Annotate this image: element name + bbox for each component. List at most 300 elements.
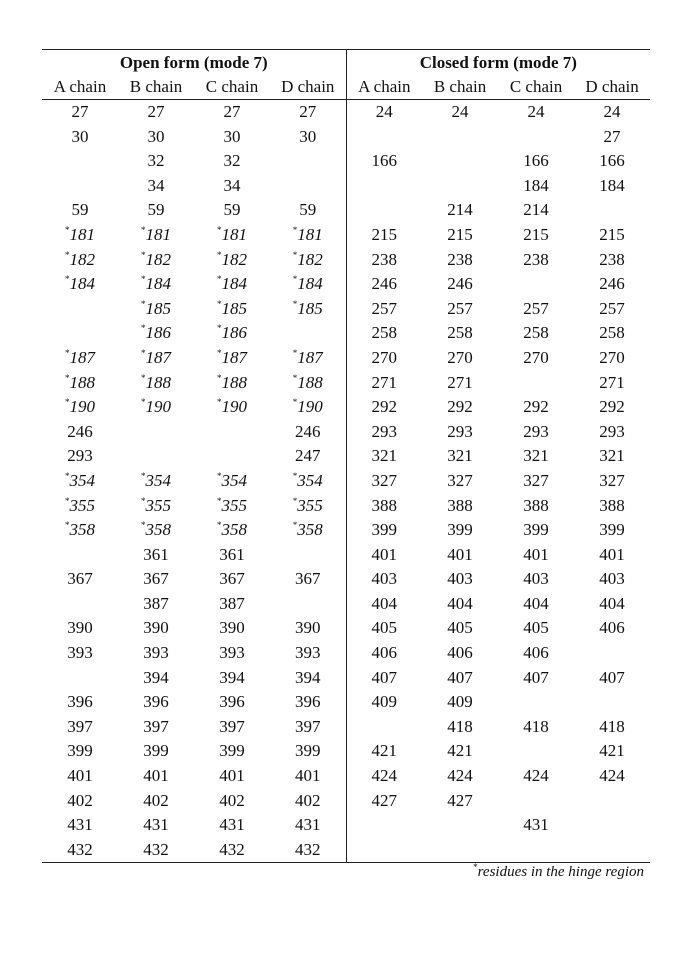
residue-cell (574, 813, 650, 838)
residue-number: 190 (145, 397, 171, 417)
hinge-marker: * (292, 520, 298, 531)
residue-cell: 292 (523, 397, 549, 417)
residue-cell (270, 543, 346, 568)
residue-cell: 397 (295, 716, 321, 736)
residue-cell: 418 (523, 716, 549, 736)
residue-cell: 432 (295, 839, 321, 859)
residue-cell: 424 (523, 766, 549, 786)
residue-cell: 238 (346, 248, 422, 273)
hinge-marker: * (217, 495, 222, 506)
residue-cell (118, 469, 194, 494)
hinge-marker: * (217, 470, 222, 481)
residue-cell: 399 (295, 741, 321, 761)
hinge-marker: * (292, 470, 298, 481)
residue-cell: 246 (599, 274, 625, 294)
residue-cell: 215 (523, 224, 549, 244)
residue-cell (346, 715, 422, 740)
residue-cell: 166 (346, 149, 422, 174)
residue-cell (346, 125, 422, 150)
residue-number: 185 (221, 298, 247, 318)
hinge-marker: * (65, 470, 70, 481)
residue-number: 186 (145, 323, 171, 343)
hinge-marker: * (65, 347, 70, 358)
residue-number: 190 (297, 397, 323, 417)
residue-number: 190 (69, 397, 95, 417)
residue-cell: 321 (523, 446, 549, 466)
residue-cell: 388 (599, 495, 625, 515)
residue-cell: 247 (295, 446, 321, 466)
residue-cell: 27 (223, 102, 241, 121)
residue-cell: 390 (143, 618, 169, 638)
residue-cell: 393 (67, 643, 93, 663)
residue-cell: 293 (599, 421, 625, 441)
residue-cell: 427 (447, 790, 473, 810)
residue-number: 184 (69, 274, 95, 294)
residue-cell (498, 272, 574, 297)
residue-cell: 388 (346, 494, 422, 519)
residue-cell: 431 (67, 815, 93, 835)
table-row (42, 838, 650, 863)
residue-cell: 257 (523, 298, 549, 318)
residue-number: 184 (221, 274, 247, 294)
residue-number: 184 (297, 274, 323, 294)
residue-cell (270, 149, 346, 174)
residue-cell: 399 (447, 520, 473, 540)
residue-cell: 367 (219, 569, 245, 589)
residue-cell: 404 (447, 593, 473, 613)
residue-cell: 387 (143, 593, 169, 613)
residue-cell (42, 543, 118, 568)
closed-b-chain-header: B chain (433, 77, 487, 96)
residue-cell (118, 272, 194, 297)
residue-cell (346, 838, 422, 863)
residue-cell: 388 (523, 495, 549, 515)
residue-cell (270, 297, 346, 322)
open-a-chain-header: A chain (53, 77, 107, 96)
residue-cell: 30 (299, 126, 317, 146)
hinge-marker: * (141, 298, 146, 309)
table-body (42, 100, 650, 863)
residue-cell (574, 838, 650, 863)
residue-cell (270, 223, 346, 248)
residue-cell: 399 (67, 741, 93, 761)
residue-cell: 215 (447, 224, 473, 244)
residue-cell: 396 (143, 692, 169, 712)
residue-cell (498, 371, 574, 396)
residue-cell (270, 272, 346, 297)
residue-number: 182 (297, 249, 323, 269)
residue-cell (194, 444, 270, 469)
residue-cell: 30 (147, 126, 165, 146)
residue-cell: 270 (447, 347, 473, 367)
residue-cell (574, 641, 650, 666)
hinge-marker: * (217, 224, 222, 235)
residue-number: 358 (221, 520, 247, 540)
residue-cell: 393 (219, 643, 245, 663)
residue-number: 188 (69, 372, 95, 392)
residue-number: 358 (145, 520, 171, 540)
residue-number: 355 (297, 495, 323, 515)
table-row (42, 518, 650, 543)
residue-cell: 292 (599, 397, 625, 417)
hinge-marker: * (141, 470, 146, 481)
residue-cell: 238 (523, 249, 549, 269)
residue-cell: 401 (599, 544, 625, 564)
hinge-marker: * (65, 274, 70, 285)
residue-cell: 321 (447, 446, 473, 466)
table-row (42, 494, 650, 519)
residue-cell (270, 518, 346, 543)
residue-cell: 406 (523, 643, 549, 663)
residue-cell: 424 (346, 764, 422, 789)
footnote-marker: * (473, 862, 478, 872)
residue-cell: 424 (447, 766, 473, 786)
hinge-marker: * (217, 347, 222, 358)
hinge-marker: * (292, 347, 298, 358)
residue-cell: 24 (451, 102, 469, 121)
table-row (42, 543, 650, 568)
table-row (42, 789, 650, 814)
residue-cell: 390 (295, 618, 321, 638)
residue-cell: 401 (346, 543, 422, 568)
residue-cell: 399 (523, 520, 549, 540)
residue-cell: 238 (599, 249, 625, 269)
residue-cell: 270 (599, 347, 625, 367)
residue-cell: 270 (346, 346, 422, 371)
footnote (473, 862, 644, 881)
residue-cell: 405 (447, 618, 473, 638)
residue-cell: 24 (527, 102, 545, 121)
hinge-marker: * (141, 323, 146, 334)
table-row (42, 592, 650, 617)
residue-cell: 327 (599, 470, 625, 490)
residue-cell: 397 (67, 716, 93, 736)
residue-cell: 401 (523, 544, 549, 564)
residue-cell (270, 346, 346, 371)
hinge-marker: * (65, 224, 70, 235)
residue-cell: 405 (346, 616, 422, 641)
residue-cell: 401 (143, 766, 169, 786)
residue-cell (498, 125, 574, 150)
residue-cell (194, 371, 270, 396)
hinge-marker: * (292, 249, 298, 260)
residue-cell: 166 (599, 151, 625, 171)
residue-cell (194, 469, 270, 494)
residue-cell (42, 223, 118, 248)
hinge-marker: * (141, 249, 146, 260)
residue-cell (118, 223, 194, 248)
table-row (42, 567, 650, 592)
residue-cell: 293 (447, 421, 473, 441)
residue-cell: 166 (523, 151, 549, 171)
residue-number: 355 (221, 495, 247, 515)
residue-cell: 59 (299, 200, 317, 220)
residue-cell: 388 (447, 495, 473, 515)
residue-cell (574, 198, 650, 223)
table-row (42, 149, 650, 174)
residue-cell (42, 297, 118, 322)
residue-cell: 367 (143, 569, 169, 589)
residue-cell (270, 395, 346, 420)
residue-cell (270, 469, 346, 494)
residue-number: 187 (145, 347, 171, 367)
residue-cell: 361 (143, 544, 169, 564)
table-row (42, 739, 650, 764)
residue-cell: 390 (67, 618, 93, 638)
residue-cell: 327 (447, 470, 473, 490)
residue-cell (346, 813, 422, 838)
open-form-header: Open form (mode 7) (119, 53, 268, 72)
residue-cell: 403 (447, 569, 473, 589)
residue-cell: 27 (71, 102, 89, 121)
hinge-marker: * (141, 495, 146, 506)
residue-cell (574, 789, 650, 814)
residue-cell (270, 494, 346, 519)
residue-cell: 246 (295, 421, 321, 441)
table-row (42, 100, 650, 125)
residue-cell: 431 (295, 815, 321, 835)
residue-number: 181 (221, 224, 247, 244)
residue-cell (346, 198, 422, 223)
closed-a-chain-header: A chain (346, 75, 422, 100)
residue-cell (498, 838, 574, 863)
residue-cell: 399 (599, 520, 625, 540)
residue-cell: 401 (219, 766, 245, 786)
hinge-marker: * (292, 274, 298, 285)
hinge-marker: * (65, 397, 70, 408)
residue-cell (42, 666, 118, 691)
table-row (42, 198, 650, 223)
residue-cell: 24 (603, 102, 621, 121)
residue-cell: 393 (295, 643, 321, 663)
residue-number: 182 (221, 249, 247, 269)
residue-cell: 401 (447, 544, 473, 564)
table-row (42, 444, 650, 469)
hinge-marker: * (141, 224, 146, 235)
residue-cell: 394 (295, 667, 321, 687)
residue-cell: 431 (523, 815, 549, 835)
residue-cell: 32 (223, 151, 241, 171)
hinge-marker: * (217, 323, 222, 334)
residue-cell (194, 297, 270, 322)
residue-cell: 403 (346, 567, 422, 592)
hinge-marker: * (65, 495, 70, 506)
residue-cell (118, 518, 194, 543)
residue-cell: 27 (147, 102, 165, 121)
table-row (42, 321, 650, 346)
residue-cell (118, 248, 194, 273)
residue-cell: 394 (143, 667, 169, 687)
residue-number: 187 (221, 347, 247, 367)
residue-cell (194, 272, 270, 297)
residue-cell: 409 (447, 692, 473, 712)
group-header-row (42, 50, 650, 76)
residue-cell: 402 (219, 790, 245, 810)
table-row (42, 616, 650, 641)
residue-cell (42, 592, 118, 617)
residue-number: 354 (145, 470, 171, 490)
closed-d-chain-header: D chain (585, 77, 639, 96)
residue-cell (346, 174, 422, 199)
residue-number: 188 (221, 372, 247, 392)
residue-cell: 421 (346, 739, 422, 764)
residue-cell: 24 (346, 100, 422, 125)
residue-cell (422, 125, 498, 150)
residue-cell: 396 (219, 692, 245, 712)
residue-cell: 246 (67, 421, 93, 441)
residue-cell (194, 321, 270, 346)
table-row (42, 125, 650, 150)
residue-number: 187 (297, 347, 323, 367)
hinge-marker: * (217, 397, 222, 408)
hinge-marker: * (292, 372, 298, 383)
residue-cell: 327 (346, 469, 422, 494)
residue-cell: 424 (599, 766, 625, 786)
residue-cell: 405 (523, 618, 549, 638)
hinge-marker: * (141, 347, 146, 358)
residue-cell (498, 789, 574, 814)
residue-cell (118, 444, 194, 469)
residue-cell (498, 739, 574, 764)
residue-cell: 184 (523, 175, 549, 195)
residue-number: 190 (221, 397, 247, 417)
residue-cell: 258 (447, 323, 473, 343)
residue-cell (270, 592, 346, 617)
residue-cell: 401 (295, 766, 321, 786)
residue-cell (422, 813, 498, 838)
residue-cell: 396 (295, 692, 321, 712)
residue-cell: 409 (346, 690, 422, 715)
table-row (42, 395, 650, 420)
residue-cell: 421 (599, 741, 625, 761)
residue-cell (194, 346, 270, 371)
residue-cell (42, 371, 118, 396)
residue-cell (194, 248, 270, 273)
hinge-marker: * (65, 249, 70, 260)
residue-cell: 32 (147, 151, 165, 171)
footnote-text: residues in the hinge region (477, 864, 644, 880)
residue-cell: 184 (599, 175, 625, 195)
residue-cell: 367 (295, 569, 321, 589)
residue-cell: 246 (346, 272, 422, 297)
residue-cell (42, 321, 118, 346)
residue-cell: 271 (346, 371, 422, 396)
residue-number: 184 (145, 274, 171, 294)
residue-cell: 432 (67, 839, 93, 859)
residue-cell (194, 420, 270, 445)
residue-cell (422, 838, 498, 863)
residue-cell (498, 690, 574, 715)
residue-cell: 59 (71, 200, 89, 220)
residue-cell: 402 (295, 790, 321, 810)
residue-cell: 30 (223, 126, 241, 146)
residue-cell: 402 (67, 790, 93, 810)
hinge-marker: * (292, 495, 298, 506)
residue-cell: 34 (147, 175, 165, 195)
residue-cell: 427 (346, 789, 422, 814)
residue-number: 182 (69, 249, 95, 269)
residue-cell: 406 (346, 641, 422, 666)
residue-cell: 292 (346, 395, 422, 420)
residue-cell (42, 346, 118, 371)
residue-cell: 30 (71, 126, 89, 146)
hinge-marker: * (141, 274, 146, 285)
residue-cell: 432 (143, 839, 169, 859)
residue-cell: 258 (346, 321, 422, 346)
residue-cell: 270 (523, 347, 549, 367)
residue-cell: 214 (523, 200, 549, 220)
residue-cell: 59 (147, 200, 165, 220)
residue-number: 181 (145, 224, 171, 244)
residue-cell (118, 420, 194, 445)
hinge-marker: * (217, 274, 222, 285)
residue-number: 182 (145, 249, 171, 269)
residue-number: 187 (69, 347, 95, 367)
table-row (42, 371, 650, 396)
residue-number: 354 (69, 470, 95, 490)
residue-cell: 394 (219, 667, 245, 687)
residue-cell: 399 (143, 741, 169, 761)
residue-cell: 403 (599, 569, 625, 589)
residue-cell: 293 (523, 421, 549, 441)
residue-cell: 432 (219, 839, 245, 859)
residue-number: 185 (297, 298, 323, 318)
residue-cell (118, 321, 194, 346)
residue-number: 188 (297, 372, 323, 392)
residue-cell: 418 (447, 716, 473, 736)
open-c-chain-header: C chain (205, 77, 259, 96)
residue-cell: 404 (599, 593, 625, 613)
residue-cell (42, 174, 118, 199)
hinge-marker: * (65, 372, 70, 383)
residue-cell: 407 (599, 667, 625, 687)
table-row (42, 666, 650, 691)
residue-cell: 397 (143, 716, 169, 736)
residue-cell: 321 (346, 444, 422, 469)
residue-cell: 257 (599, 298, 625, 318)
closed-c-chain-header: C chain (509, 77, 563, 96)
hinge-marker: * (217, 520, 222, 531)
table-row (42, 297, 650, 322)
residue-cell: 271 (599, 372, 625, 392)
residue-number: 355 (69, 495, 95, 515)
residue-number: 181 (69, 224, 95, 244)
hinge-marker: * (141, 520, 146, 531)
residue-table (42, 49, 650, 863)
residue-cell: 27 (603, 126, 621, 146)
residue-cell (42, 272, 118, 297)
residue-cell: 387 (219, 593, 245, 613)
residue-cell: 367 (67, 569, 93, 589)
residue-number: 181 (297, 224, 323, 244)
residue-cell (194, 223, 270, 248)
residue-number: 354 (297, 470, 323, 490)
residue-cell: 246 (447, 274, 473, 294)
residue-cell: 321 (599, 446, 625, 466)
table-row (42, 248, 650, 273)
residue-cell: 59 (223, 200, 241, 220)
residue-cell (194, 518, 270, 543)
residue-cell (42, 395, 118, 420)
table-row (42, 641, 650, 666)
residue-cell: 407 (523, 667, 549, 687)
residue-number: 355 (145, 495, 171, 515)
residue-cell: 257 (346, 297, 422, 322)
table-row (42, 174, 650, 199)
residue-cell (270, 248, 346, 273)
hinge-marker: * (217, 298, 222, 309)
table-row (42, 764, 650, 789)
